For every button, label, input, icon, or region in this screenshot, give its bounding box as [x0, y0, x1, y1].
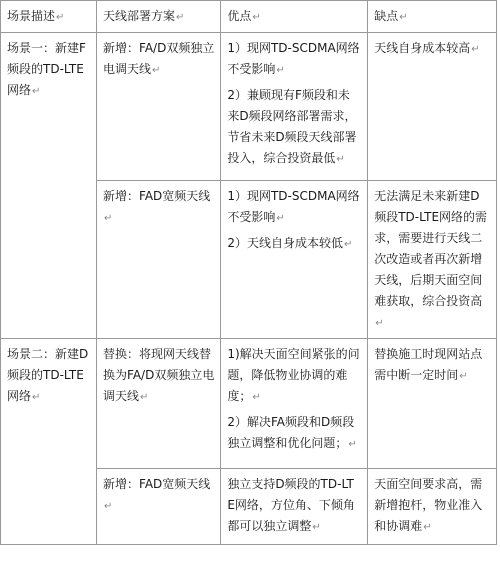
scenario2-opt2-plan-cell: 新增：FAD宽频天线↵	[97, 469, 221, 545]
scenario2-opt1-pros-cell: 1)解决天面空间紧张的问题，降低物业协调的难度；↵ 2）解决FA频段和D频段独立调整和优化问题；↵	[221, 339, 368, 469]
scenario1-opt2-cons-cell: 无法满足未来新建D频段TD-LTE网络的需求，需要进行天线二次改造或者再次新增天线，后期天面空间难获取，综合投资高↵	[368, 181, 497, 339]
scenario1-desc-cell: 场景一：新建F频段的TD-LTE网络↵	[1, 33, 97, 339]
header-pros: 优点↵	[221, 1, 368, 33]
table-row	[1, 33, 497, 181]
scenario1-opt2-plan-cell: 新增：FAD宽频天线↵	[97, 181, 221, 339]
scenario1-opt1-plan-cell: 新增：FA/D双频独立电调天线↵	[97, 33, 221, 181]
scenario2-opt1-cons-cell: 替换施工时现网站点需中断一定时间↵	[368, 339, 497, 469]
scenario1-opt1-pros-cell: 1）现网TD-SCDMA网络不受影响↵ 2）兼顾现有F频段和未来D频段网络部署需求，节省未来D频段天线部署投入，综合投资最低↵	[221, 33, 368, 181]
header-scene: 场景描述↵	[1, 1, 97, 33]
scenario2-opt2-pros-cell: 独立支持D频段的TD-LTE网络，方位角、下倾角都可以独立调整↵	[221, 469, 368, 545]
scenario1-opt2-pros-cell: 1）现网TD-SCDMA网络不受影响↵ 2）天线自身成本较低↵	[221, 181, 368, 339]
scenario2-desc-cell: 场景二：新建D频段的TD-LTE网络↵	[1, 339, 97, 545]
scenario2-opt2-cons-cell: 天面空间要求高，需新增抱杆，物业准入和协调难↵	[368, 469, 497, 545]
scenario1-opt1-cons-cell: 天线自身成本较高↵	[368, 33, 497, 181]
header-cons: 缺点↵	[368, 1, 497, 33]
header-plan: 天线部署方案↵	[97, 1, 221, 33]
table-row	[1, 339, 497, 469]
scenario2-opt1-plan-cell: 替换：将现网天线替换为FA/D双频独立电调天线↵	[97, 339, 221, 469]
table-header-row	[1, 1, 497, 33]
